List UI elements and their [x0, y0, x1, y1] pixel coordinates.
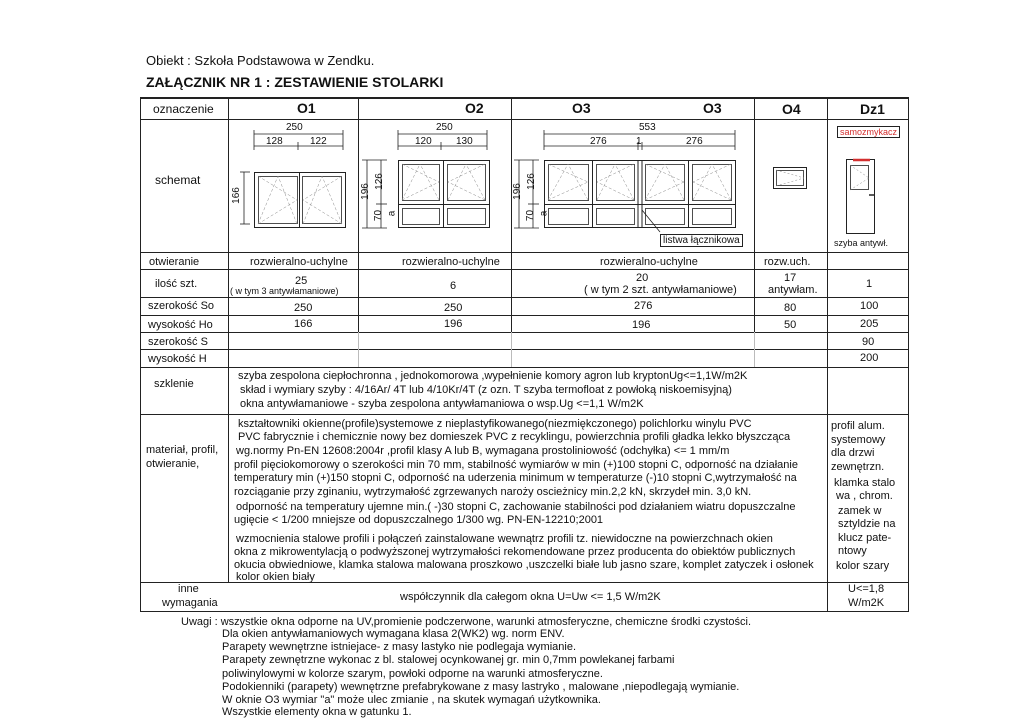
label-inne-2: wymagania [162, 597, 218, 609]
label-h: wysokość H [148, 353, 207, 365]
otwieranie-o4: rozw.uch. [764, 256, 811, 268]
ho-dz1: 205 [860, 318, 879, 330]
document-title: ZAŁĄCZNIK NR 1 : ZESTAWIENIE STOLARKI [146, 74, 444, 90]
so-o1: 250 [294, 302, 313, 314]
szklenie-line-3: okna antywłamaniowe - szyba zespolona antywłamaniowa o wsp.Ug <=1,1 W/m2K [240, 398, 644, 410]
o1-width-2: 122 [310, 136, 327, 147]
o3-note-listwa: listwa łącznikowa [660, 234, 743, 247]
o1-width-1: 128 [266, 136, 283, 147]
o3-width-3: 276 [686, 136, 703, 147]
label-ho: wysokość Ho [148, 319, 213, 331]
material-line-10: okna z mikrowentylacją o podwyższonej wytrzymałości rekomendowane przez producenta do obiektów publicznych [234, 546, 796, 558]
material-line-9: wzmocnienia stalowe profili i połączeń zainstalowane wewnątrz profili tz. niewidoczne na powierzchnach okien [236, 533, 773, 545]
material-dz1-4: zewnętrzn. [831, 461, 885, 473]
material-dz1-7: zamek w [838, 505, 882, 517]
uwagi-line-6: Podokienniki (parapety) wewnętrzne prefabrykowane z masy lastryko , malowane ,niepodlegają wymianie. [222, 681, 740, 693]
ilosc-dz1: 1 [866, 278, 873, 290]
o1-window-drawing [254, 172, 346, 228]
o3-height: 196 [511, 183, 523, 200]
header-o1: O1 [297, 100, 316, 116]
header-dz1: Dz1 [860, 101, 885, 117]
o2-width-1: 120 [415, 136, 432, 147]
o2-height: 196 [359, 183, 371, 200]
o3-width-2: 1 [636, 136, 642, 147]
material-dz1-1: profil alum. [831, 420, 885, 432]
szklenie-line-1: szyba zespolona ciepłochronna , jednokomorowa ,wypełnienie komory agron lub kryptonUg<=1,1W/m2K [238, 370, 748, 382]
ilosc-o3-note: ( w tym 2 szt. antywłamaniowe) [584, 284, 737, 296]
ilosc-o4: 17 [784, 272, 797, 284]
header-oznaczenie: oznaczenie [153, 102, 214, 116]
uwagi-line-7: W oknie O3 wymiar "a" może ulec zmianie , na skutek wymagań użytkownika. [222, 694, 601, 706]
material-line-3: wg.normy Pn-EN 12608:2004r ,profil klasy A lub B, wymagana prostoliniowość (odchyłka) <= 1 mm/m [236, 445, 730, 457]
inne-dz1-1: U<=1,8 [848, 583, 885, 595]
label-schemat: schemat [155, 173, 201, 187]
header-o4: O4 [782, 101, 801, 117]
so-o3: 276 [634, 300, 653, 312]
so-o4: 80 [784, 302, 797, 314]
o1-width: 250 [286, 122, 303, 133]
label-ilosc: ilość szt. [155, 278, 198, 290]
dz1-label-szyba: szyba antywł. [834, 238, 889, 248]
material-dz1-8: sztyldzie na [838, 518, 896, 530]
ilosc-o4-note: antywłam. [768, 284, 818, 296]
material-dz1-11: kolor szary [836, 560, 890, 572]
material-line-4: profil pięciokomorowy o szerokości min 70 mm, stabilność wymiarów w min (+)100 stopni C, odporność na działanie [234, 459, 798, 471]
material-dz1-9: klucz pate- [838, 532, 892, 544]
material-dz1-6: wa , chrom. [836, 490, 893, 502]
material-dz1-3: dla drzwi [831, 447, 875, 459]
uwagi-line-1: Uwagi : wszystkie okna odporne na UV,promienie podczerwone, warunki atmosferyczne, chemiczne środki czystości. [181, 616, 752, 628]
uwagi-line-4: Parapety zewnętrzne wykonac z bl. stalowej ocynkowanej gr. min 0,7mm powlekanej farbami [222, 654, 675, 666]
ho-o2: 196 [444, 318, 463, 330]
o2-height-1: 126 [373, 173, 385, 190]
inne-main: współczynnik dla całegom okna U=Uw <= 1,5 W/m2K [400, 591, 661, 603]
label-material-1: materiał, profil, [146, 444, 219, 456]
material-line-6: rozciąganie przy zginaniu, wytrzymałość zgrzewanych naroży oscieżnicy min.2,2 kN, skrzydeł min. 3,0 kN. [234, 486, 752, 498]
o2-window-drawing [398, 160, 490, 228]
material-line-2: PVC fabrycznie i chemicznie nowy bez domieszek PVC z recyklingu, powierzchnia profili gładka lekko błyszcząca [238, 431, 791, 443]
dz1-door-drawing [846, 157, 880, 237]
o2-width: 250 [436, 122, 453, 133]
o3-window-drawing [544, 160, 736, 228]
ilosc-o2: 6 [450, 280, 457, 292]
label-s: szerokość S [148, 336, 208, 348]
material-dz1-5: klamka stalo [834, 477, 896, 489]
uwagi-line-8: Wszystkie elementy okna w gatunku 1. [222, 706, 412, 718]
o3-dim-a: a [538, 210, 550, 217]
ilosc-o1: 25 [295, 275, 308, 287]
o2-width-2: 130 [456, 136, 473, 147]
uwagi-line-2: Dla okien antywłamaniowych wymagana klasa 2(WK2) wg. norm ENV. [222, 628, 565, 640]
material-line-12: kolor okien biały [236, 571, 315, 583]
material-line-8: ugięcie < 1/200 mniejsze od dopuszczalnego 1/300 wg. PN-EN-12210;2001 [234, 514, 604, 526]
header-o3-a: O3 [572, 100, 591, 116]
label-inne-1: inne [178, 583, 199, 595]
otwieranie-o3: rozwieralno-uchylne [600, 256, 698, 268]
schema-o4 [773, 167, 807, 189]
ho-o3: 196 [632, 319, 651, 331]
material-line-7: odporność na temperatury ujemne min.( -)30 stopni C, zachowanie stabilności pod działaniem wiatru dopuszczalne [236, 501, 796, 513]
s-dz1: 90 [862, 336, 875, 348]
o3-width-1: 276 [590, 136, 607, 147]
o3-width: 553 [639, 122, 656, 133]
o3-height-1: 126 [525, 173, 537, 190]
inne-dz1-2: W/m2K [848, 597, 885, 609]
material-line-5: temperatury min (+)150 stopni C, odporność na uderzenia minimum w temperaturze (-)10 stopni C,wytrzymałość na [234, 472, 797, 484]
h-dz1: 200 [860, 352, 879, 364]
material-dz1-10: ntowy [838, 545, 867, 557]
label-szklenie: szklenie [154, 378, 194, 390]
o2-dim-a: a [386, 210, 398, 217]
otwieranie-o1: rozwieralno-uchylne [250, 256, 348, 268]
label-otwieranie: otwieranie [149, 256, 200, 268]
o1-height: 166 [230, 187, 242, 204]
so-o2: 250 [444, 302, 463, 314]
header-o3-b: O3 [703, 100, 722, 116]
object-line: Obiekt : Szkoła Podstawowa w Zendku. [146, 53, 375, 68]
o3-height-2: 70 [525, 209, 537, 222]
uwagi-line-3: Parapety wewnętrzne istniejace- z masy lastyko nie podlegaja wymianie. [222, 641, 577, 653]
ho-o4: 50 [784, 319, 797, 331]
ilosc-o1-note: ( w tym 3 antywłamaniowe) [230, 286, 339, 296]
header-o2: O2 [465, 100, 484, 116]
material-line-11: okucia obwiedniowe, klamka stalowa malowana proszkowo ,uszczelki białe lub jasno szare, komplet zatyczek i osłonek [234, 559, 814, 571]
otwieranie-o2: rozwieralno-uchylne [402, 256, 500, 268]
ilosc-o3: 20 [636, 272, 649, 284]
label-so: szerokość So [148, 300, 215, 312]
o2-height-2: 70 [373, 209, 385, 222]
label-material-2: otwieranie, [146, 458, 200, 470]
dz1-label-samozmykacz: samozmykacz [837, 126, 900, 138]
ho-o1: 166 [294, 318, 313, 330]
material-line-1: kształtowniki okienne(profile)systemowe z nieplastyfikowanego(niezmiękczonego) polichlorku winylu PVC [238, 418, 752, 430]
szklenie-line-2: skład i wymiary szyby : 4/16Ar/ 4T lub 4/10Kr/4T (z ozn. T szyba termofloat z powłoką niskoemisyjną) [240, 384, 732, 396]
material-dz1-2: systemowy [831, 434, 886, 446]
uwagi-line-5: poliwinylowymi w kolorze szarym, powłoki odporne na warunki atmosferyczne. [222, 668, 603, 680]
so-dz1: 100 [860, 300, 879, 312]
